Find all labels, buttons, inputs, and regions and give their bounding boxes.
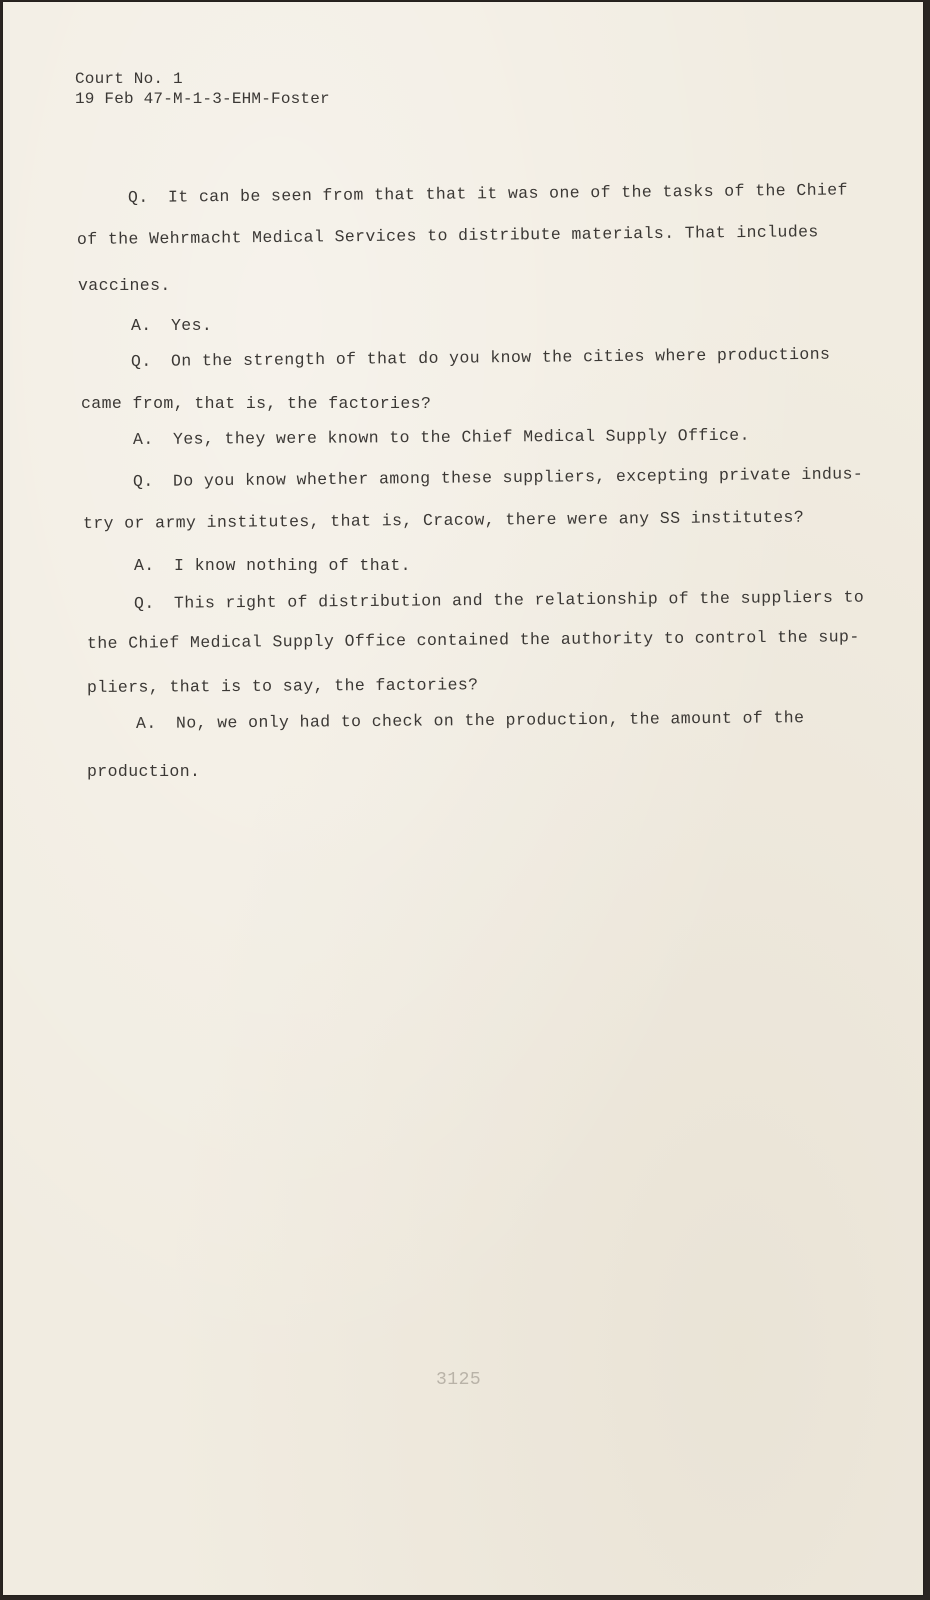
speaker-label: Q. — [133, 593, 155, 613]
line-text: of the Wehrmacht Medical Services to distribute materials. That includes — [76, 222, 819, 249]
line-text: pliers, that is to say, the factories? — [86, 675, 479, 697]
transcript-line — [81, 394, 431, 413]
line-text: the Chief Medical Supply Office contained the authority to control the sup- — [86, 627, 860, 653]
transcript-line — [133, 464, 863, 491]
transcript-reference: 19 Feb 47-M-1-3-EHM-Foster — [75, 90, 330, 108]
line-text: Yes, they were known to the Chief Medical Supply Office. — [172, 425, 750, 449]
transcript-line — [134, 556, 411, 575]
line-text: On the strength of that do you know the cities where productions — [170, 344, 831, 371]
transcript-line — [133, 426, 750, 449]
line-text: It can be seen from that that it was one of the tasks of the Chief — [167, 180, 848, 207]
transcript-line — [87, 762, 200, 781]
line-text: came from, that is, the factories? — [81, 394, 432, 413]
transcript-line — [134, 588, 864, 613]
line-text: vaccines. — [78, 276, 171, 295]
line-text: I know nothing of that. — [174, 556, 411, 575]
speaker-label: A. — [134, 556, 155, 575]
transcript-line — [83, 508, 804, 533]
speaker-label: Q. — [127, 187, 149, 207]
speaker-label: Q. — [130, 351, 152, 371]
line-text: No, we only had to check on the production, the amount of the — [175, 708, 805, 733]
line-text: production. — [87, 762, 201, 781]
line-text: This right of distribution and the relationship of the suppliers to — [173, 587, 865, 613]
speaker-label: A. — [135, 713, 157, 733]
speaker-label: A. — [131, 316, 152, 335]
transcript-line — [78, 276, 171, 295]
line-text: Do you know whether among these suppliers, excepting private indus- — [172, 464, 864, 491]
transcript-line — [87, 627, 860, 653]
court-number: Court No. 1 — [75, 70, 183, 88]
document-page — [3, 2, 923, 1595]
line-text: try or army institutes, that is, Cracow, there were any SS institutes? — [82, 507, 805, 533]
line-text: Yes. — [171, 316, 213, 335]
transcript-line — [131, 316, 212, 335]
transcript-line — [77, 222, 819, 249]
transcript-line — [131, 345, 830, 371]
transcript-line — [128, 180, 848, 207]
page-number: 3125 — [436, 1370, 482, 1390]
transcript-line — [136, 708, 805, 733]
speaker-label: Q. — [132, 471, 154, 491]
transcript-line — [87, 675, 479, 697]
speaker-label: A. — [132, 429, 154, 449]
